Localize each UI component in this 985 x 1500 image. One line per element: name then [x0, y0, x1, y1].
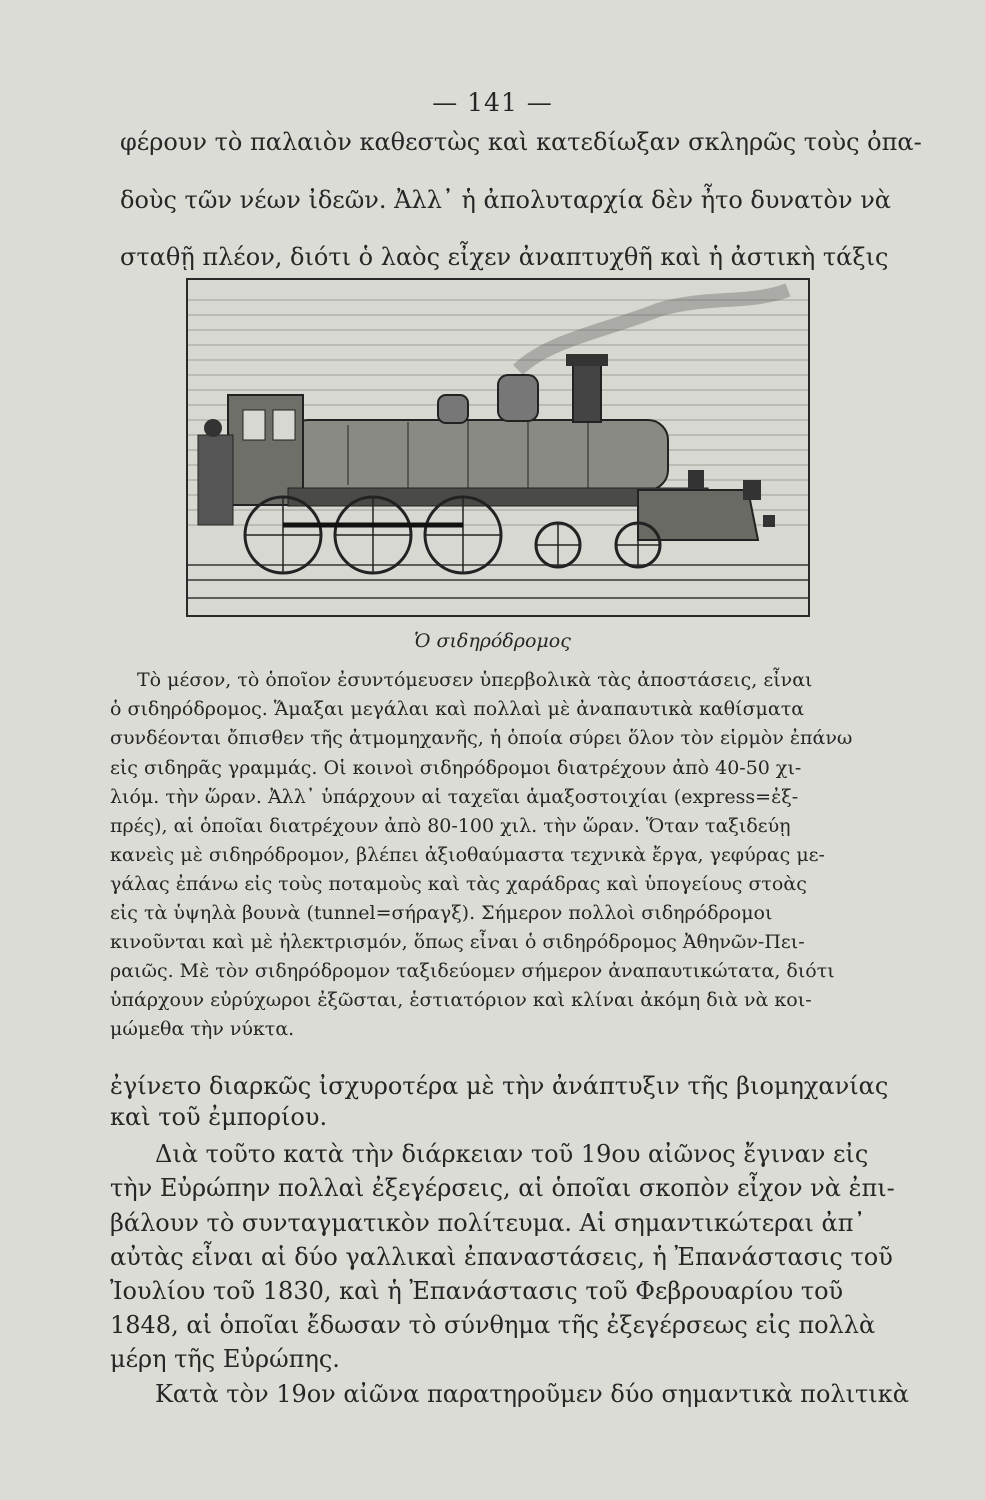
locomotive-figure: [186, 278, 810, 617]
text-line: κανεὶς μὲ σιδηρόδρομον, βλέπει ἀξιοθαύμαστα τεχνικὰ ἔργα, γεφύρας με-: [110, 844, 825, 866]
locomotive-illustration: [188, 280, 808, 615]
text-line: αὐτὰς εἶναι αἱ δύο γαλλικαὶ ἐπαναστάσεις, ἡ Ἐπανάστασις τοῦ: [110, 1243, 893, 1271]
text-line: φέρουν τὸ παλαιὸν καθεστὼς καὶ κατεδίωξαν σκληρῶς τοὺς ὀπα-: [120, 128, 922, 156]
text-line: ὑπάρχουν εὐρύχωροι ἐξῶσται, ἑστιατόριον καὶ κλίναι ἀκόμη διὰ νὰ κοι-: [110, 989, 812, 1011]
text-line: Κατὰ τὸν 19ον αἰῶνα παρατηροῦμεν δύο σημαντικὰ πολιτικὰ: [155, 1380, 909, 1408]
text-line: ραιῶς. Μὲ τὸν σιδηρόδρομον ταξιδεύομεν σήμερον ἀναπαυτικώτατα, διότι: [110, 960, 835, 982]
text-line: εἰς σιδηρᾶς γραμμάς. Οἱ κοινοὶ σιδηρόδρομοι διατρέχουν ἀπὸ 40-50 χι-: [110, 757, 802, 779]
text-line: σταθῇ πλέον, διότι ὁ λαὸς εἶχεν ἀναπτυχθῆ καὶ ἡ ἀστικὴ τάξις: [120, 243, 889, 271]
text-line: δοὺς τῶν νέων ἰδεῶν. Ἀλλ᾽ ἡ ἀπολυταρχία δὲν ἦτο δυνατὸν νὰ: [120, 186, 892, 214]
text-line: εἰς τὰ ὑψηλὰ βουνὰ (tunnel=σήραγξ). Σήμερον πολλοὶ σιδηρόδρομοι: [110, 902, 773, 924]
text-line: βάλουν τὸ συνταγματικὸν πολίτευμα. Αἱ σημαντικώτεραι ἀπ᾽: [110, 1209, 866, 1237]
text-line: τὴν Εὐρώπην πολλαὶ ἐξεγέρσεις, αἱ ὁποῖαι σκοπὸν εἶχον νὰ ἐπι-: [110, 1174, 895, 1202]
text-line: κινοῦνται καὶ μὲ ἠλεκτρισμόν, ὅπως εἶναι ὁ σιδηρόδρομος Ἀθηνῶν-Πει-: [110, 931, 805, 953]
figure-caption: Ὁ σιδηρόδρομος: [414, 630, 571, 652]
text-line: 1848, αἱ ὁποῖαι ἔδωσαν τὸ σύνθημα τῆς ἐξεγέρσεως εἰς πολλὰ: [110, 1311, 876, 1339]
text-line: ἐγίνετο διαρκῶς ἰσχυροτέρα μὲ τὴν ἀνάπτυξιν τῆς βιομηχανίας: [110, 1072, 889, 1100]
text-line: συνδέονται ὄπισθεν τῆς ἀτμομηχανῆς, ἡ ὁποία σύρει ὅλον τὸν εἱρμὸν ἐπάνω: [110, 727, 853, 749]
text-line: Διὰ τοῦτο κατὰ τὴν διάρκειαν τοῦ 19ου αἰῶνος ἔγιναν εἰς: [155, 1140, 869, 1168]
text-line: λιόμ. τὴν ὥραν. Ἀλλ᾽ ὑπάρχουν αἱ ταχεῖαι ἁμαξοστοιχίαι (express=ἐξ-: [110, 786, 799, 808]
text-line: ὁ σιδηρόδρομος. Ἅμαξαι μεγάλαι καὶ πολλαὶ μὲ ἀναπαυτικὰ καθίσματα: [110, 698, 805, 720]
text-line: πρές), αἱ ὁποῖαι διατρέχουν ἀπὸ 80-100 χιλ. τὴν ὥραν. Ὅταν ταξιδεύῃ: [110, 815, 791, 837]
text-line: μώμεθα τὴν νύκτα.: [110, 1018, 295, 1040]
text-line: Ἰουλίου τοῦ 1830, καὶ ἡ Ἐπανάστασις τοῦ Φεβρουαρίου τοῦ: [110, 1277, 844, 1305]
text-line: Τὸ μέσον, τὸ ὁποῖον ἐσυντόμευσεν ὑπερβολικὰ τὰς ἀποστάσεις, εἶναι: [137, 669, 813, 691]
text-line: γάλας ἐπάνω εἰς τοὺς ποταμοὺς καὶ τὰς χαράδρας καὶ ὑπογείους στοὰς: [110, 873, 807, 895]
text-line: καὶ τοῦ ἐμπορίου.: [110, 1103, 328, 1131]
text-line: μέρη τῆς Εὐρώπης.: [110, 1345, 340, 1373]
page-number: — 141 —: [432, 88, 553, 117]
